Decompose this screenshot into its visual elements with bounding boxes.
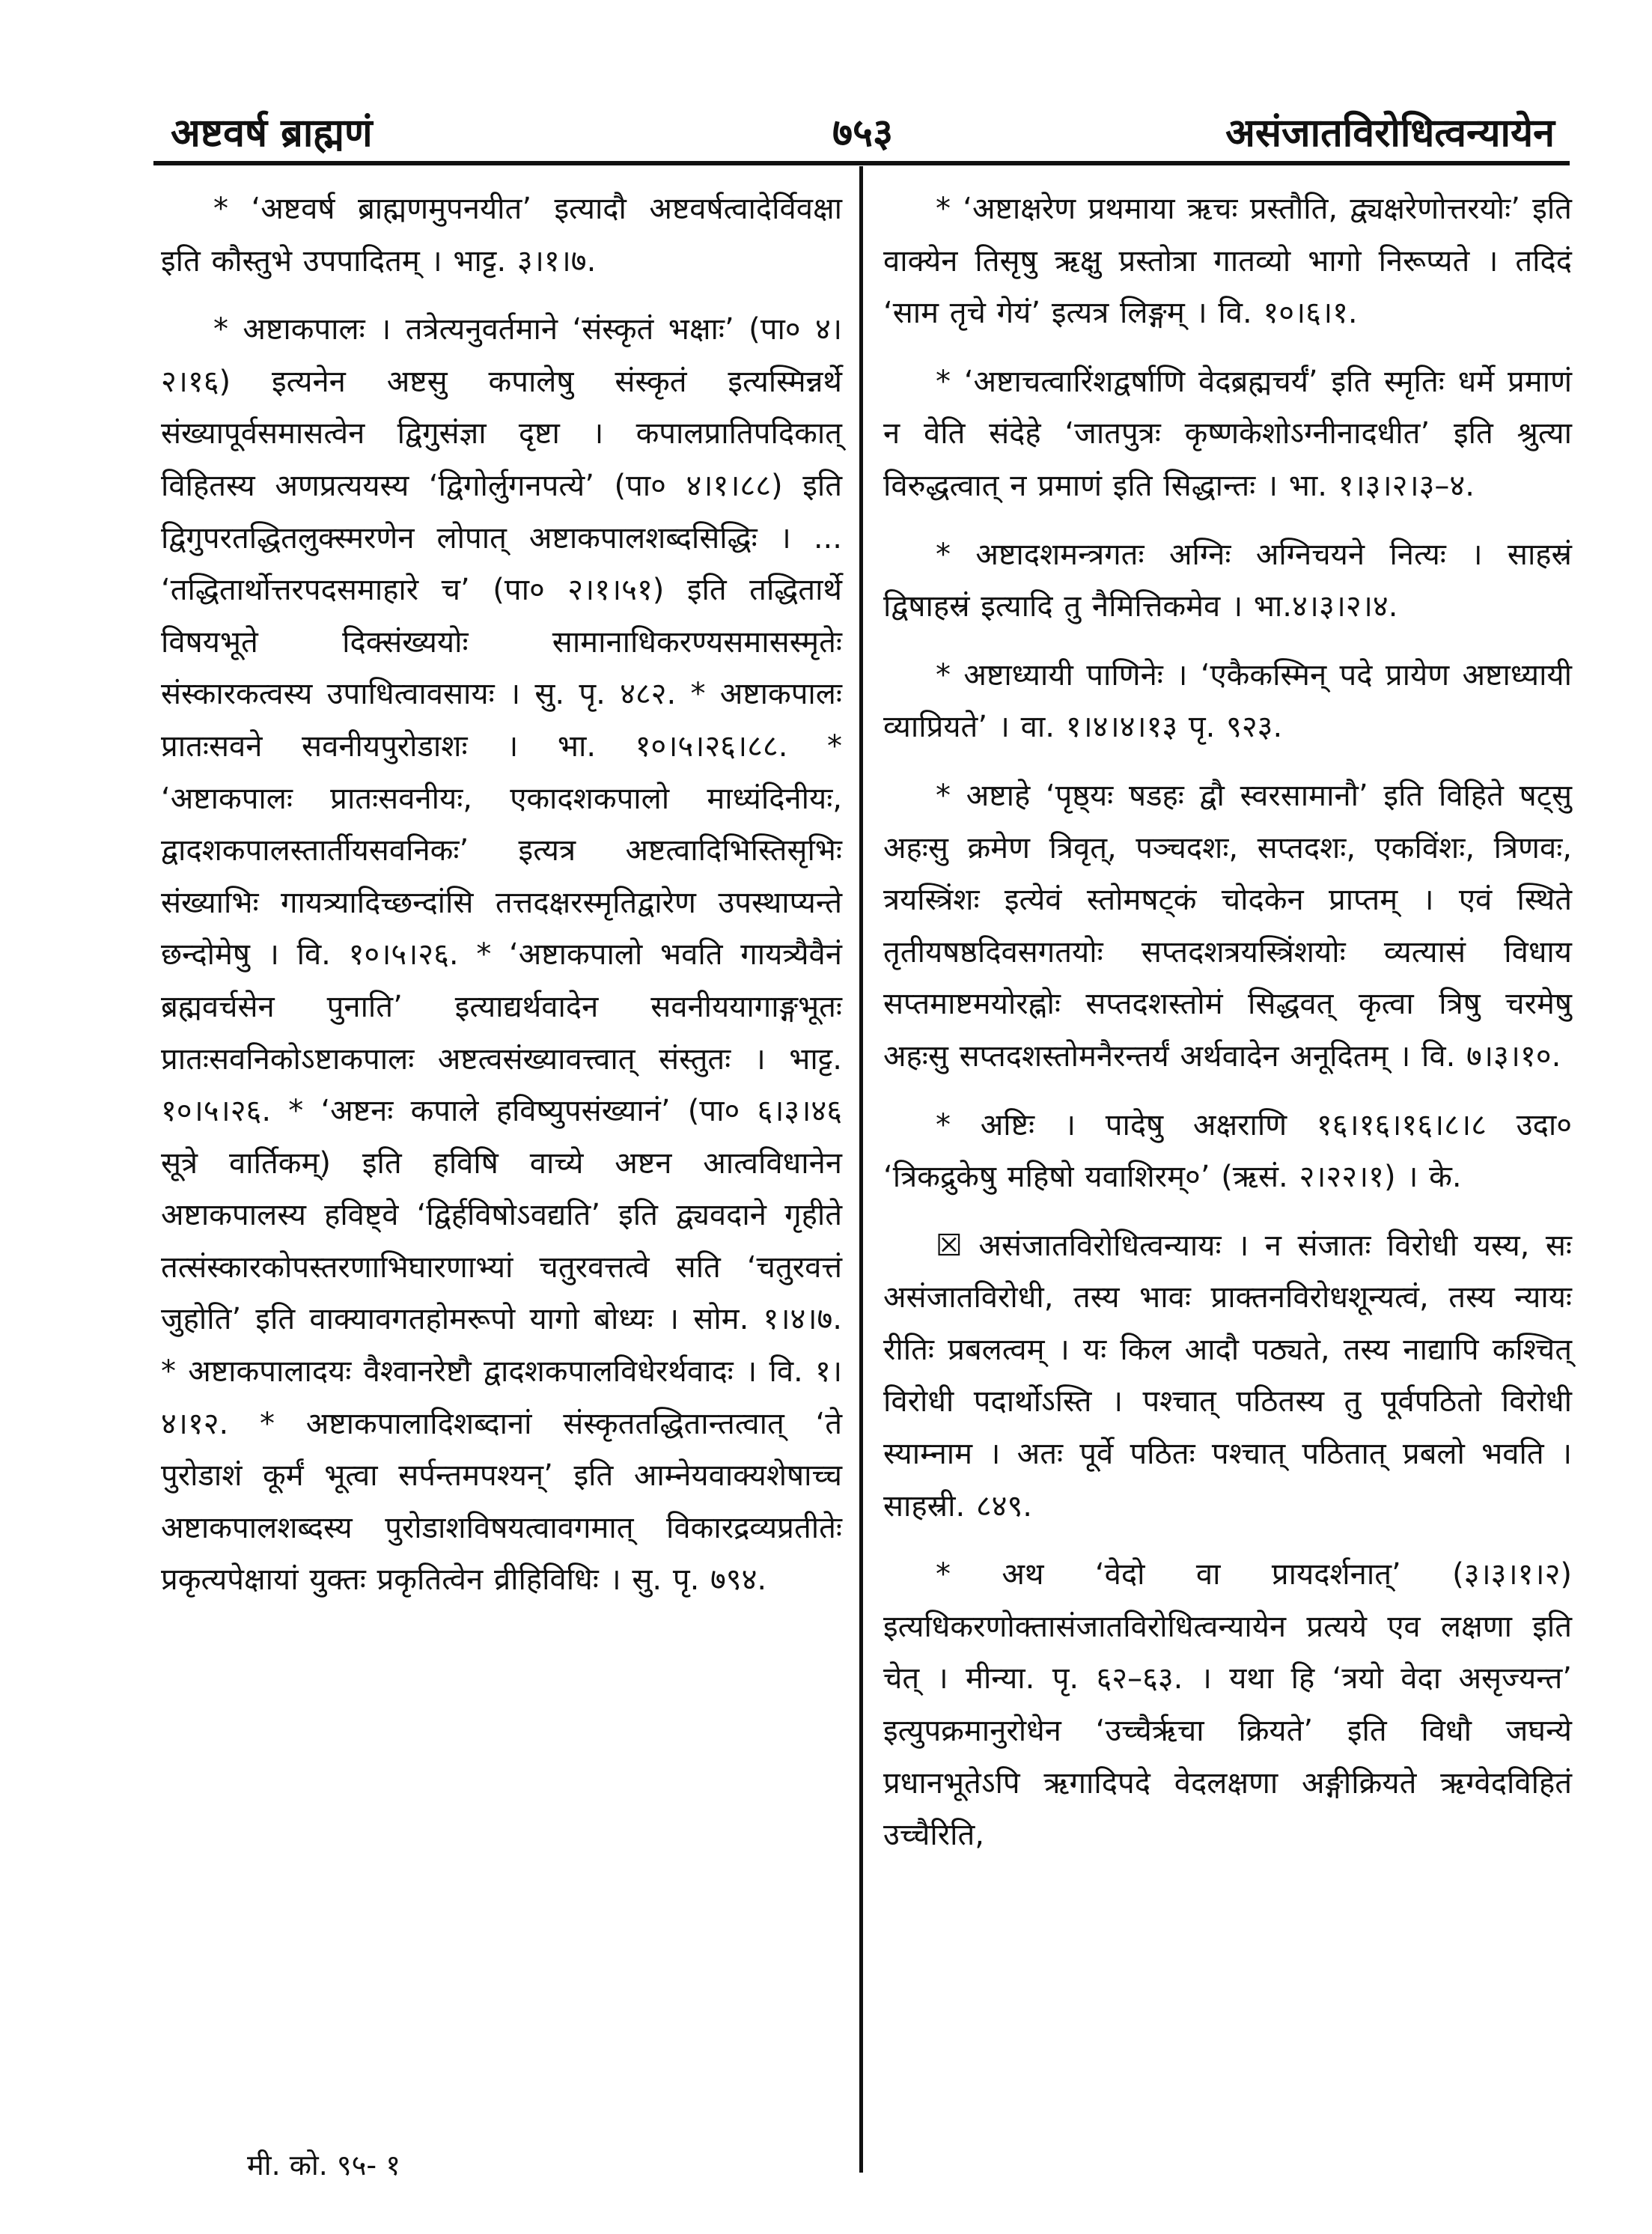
page-number: ७५३	[832, 111, 894, 156]
left-column	[161, 183, 842, 1623]
header-right-title: असंजातविरोधित्वन्यायेन	[1225, 111, 1555, 156]
page-header	[171, 97, 1555, 157]
left-paragraph: * अष्टाकपालः । तत्रेत्यनुवर्तमाने ‘संस्कृतं भक्षाः’ (पा० ४।२।१६) इत्यनेन अष्टसु कपालेषु संस्कृतं इत्यस्मिन्नर्थे संख्यापूर्वसमासत्वेन द्विगुसंज्ञा दृष्टा । कपालप्रातिपदिकात् विहितस्य अणप्रत्ययस्य ‘द्विगोर्लुगनपत्ये’ (पा० ४।१।८८) इति द्विगुपरतद्धितलुक्स्मरणेन लोपात् अष्टाकपालशब्दसिद्धिः । ... ‘तद्धितार्थोत्तरपदसमाहारे च’ (पा० २।१।५१) इति तद्धितार्थे विषयभूते दिक्संख्ययोः सामानाधिकरण्यसमासस्मृतेः संस्कारकत्वस्य उपाधित्वावसायः । सु. पृ. ४८२. * अष्टाकपालः प्रातःसवने सवनीयपुरोडाशः । भा. १०।५।२६।८८. * ‘अष्टाकपालः प्रातःसवनीयः, एकादशकपालो माध्यंदिनीयः, द्वादशकपालस्तार्तीयसवनिकः’ इत्यत्र अष्टत्वादिभिस्तिसृभिः संख्याभिः गायत्र्यादिच्छन्दांसि तत्तदक्षरस्मृतिद्वारेण उपस्थाप्यन्ते छन्दोमेषु । वि. १०।५।२६. * ‘अष्टाकपालो भवति गायत्र्यैवैनं ब्रह्मवर्चसेन पुनाति’ इत्याद्यर्थवादेन सवनीययागाङ्गभूतः प्रातःसवनिकोऽष्टाकपालः अष्टत्वसंख्यावत्त्वात् संस्तुतः । भाट्ट. १०।५।२६. * ‘अष्टनः कपाले हविष्युपसंख्यानं’ (पा० ६।३।४६ सूत्रे वार्तिकम्) इति हविषि वाच्ये अष्टन आत्वविधानेन अष्टाकपालस्य हविष्ट्वे ‘द्विर्हविषोऽवद्यति’ इति द्व्यवदाने गृहीते तत्संस्कारकोपस्तरणाभिघारणाभ्यां चतुरवत्तत्वे सति ‘चतुरवत्तं जुहोति’ इति वाक्यावगतहोमरूपो यागो बोध्यः । सोम. १।४।७. * अष्टाकपालादयः वैश्वानरेष्टौ द्वादशकपालविधेरर्थवादः । वि. १।४।१२. * अष्टाकपालादिशब्दानां संस्कृततद्धितान्तत्वात् ‘ते पुरोडाशं कूर्मं भूत्वा सर्पन्तमपश्यन्’ इति आम्नेयवाक्यशेषाच्च अष्टाकपालशब्दस्य पुरोडाशविषयत्वावगमात् विकारद्रव्यप्रतीतेः प्रकृत्यपेक्षायां युक्तः प्रकृतित्वेन व्रीहिविधिः । सु. पृ. ७९४.	[161, 312, 842, 1598]
right-paragraph: * अष्टाहे ‘पृष्ठ्यः षडहः द्वौ स्वरसामानौ’ इति विहिते षट्सु अहःसु क्रमेण त्रिवृत्, पञ्चदशः, सप्तदशः, एकविंशः, त्रिणवः, त्रयस्त्रिंशः इत्येवं स्तोमषट्कं चोदकेन प्राप्तम् । एवं स्थिते तृतीयषष्ठदिवसगतयोः सप्तदशत्रयस्त्रिंशयोः व्यत्यासं विधाय सप्तमाष्टमयोरह्नोः सप्तदशस्तोमं सिद्धवत् कृत्वा त्रिषु चरमेषु अहःसु सप्तदशस्तोमनैरन्तर्यं अर्थवादेन अनूदितम् । वि. ७।३।१०.	[883, 778, 1572, 1074]
left-paragraph: * ‘अष्टवर्ष ब्राह्मणमुपनयीत’ इत्यादौ अष्टवर्षत्वादेर्विवक्षा इति कौस्तुभे उपपादितम् । भाट्ट. ३।१।७.	[161, 192, 842, 279]
right-paragraph: * अष्टादशमन्त्रगतः अग्निः अग्निचयने नित्यः । साहस्रं द्विषाहस्रं इत्यादि तु नैमित्तिकमेव । भा.४।३।२।४.	[883, 537, 1572, 624]
right-paragraph: * अष्टाध्यायी पाणिनेः । ‘एकैकस्मिन् पदे प्रायेण अष्टाध्यायी व्याप्रियते’ । वा. १।४।४।१३ पृ. ९२३.	[883, 657, 1572, 745]
header-left-title: अष्टवर्ष ब्राह्मणं	[171, 111, 373, 156]
right-paragraph: ☒ असंजातविरोधित्वन्यायः । न संजातः विरोधी यस्य, सः असंजातविरोधी, तस्य भावः प्राक्तनविरोधशून्यत्वं, तस्य न्यायः रीतिः प्रबलत्वम् । यः किल आदौ पठ्यते, तस्य नाद्यापि कश्चित् विरोधी पदार्थोऽस्ति । पश्चात् पठितस्य तु पूर्वपठितो विरोधी स्याम्नाम । अतः पूर्वे पठितः पश्चात् पठितात् प्रबलो भवति । साहस्री. ८४९.	[883, 1228, 1572, 1524]
right-column	[883, 183, 1572, 1878]
right-paragraph: * अष्टिः । पादेषु अक्षराणि १६।१६।१६।८।८ उदा० ‘त्रिकद्रुकेषु महिषो यवाशिरम्०’ (ऋसं. २।२२।१) । के.	[883, 1107, 1572, 1195]
header-rule	[153, 161, 1570, 165]
right-paragraph: * ‘अष्टाक्षरेण प्रथमाया ऋचः प्रस्तौति, द्व्यक्षरेणोत्तरयोः’ इति वाक्येन तिसृषु ऋक्षु प्रस्तोत्रा गातव्यो भागो निरूप्यते । तदिदं ‘साम तृचे गेयं’ इत्यत्र लिङ्गम् । वि. १०।६।१.	[883, 192, 1572, 331]
right-paragraph: * अथ ‘वेदो वा प्रायदर्शनात्’ (३।३।१।२) इत्यधिकरणोक्तासंजातविरोधित्वन्यायेन प्रत्यये एव लक्षणा इति चेत् । मीन्या. पृ. ६२–६३. । यथा हि ‘त्रयो वेदा असृज्यन्त’ इत्युपक्रमानुरोधेन ‘उच्चैर्ऋचा क्रियते’ इति विधौ जघन्ये प्रधानभूतेऽपि ऋगादिपदे वेदलक्षणा अङ्गीक्रियते ऋग्वेदविहितं उच्चैरिति,	[883, 1557, 1572, 1853]
page-footer-signature: मी. को. ९५- १	[247, 2149, 400, 2182]
column-divider	[859, 166, 863, 2173]
right-paragraph: * ‘अष्टाचत्वारिंशद्वर्षाणि वेदब्रह्मचर्यं’ इति स्मृतिः धर्मे प्रमाणं न वेति संदेहे ‘जातपुत्रः कृष्णकेशोऽग्नीनादधीत’ इति श्रुत्या विरुद्धत्वात् न प्रमाणं इति सिद्धान्तः । भा. १।३।२।३–४.	[883, 364, 1572, 503]
